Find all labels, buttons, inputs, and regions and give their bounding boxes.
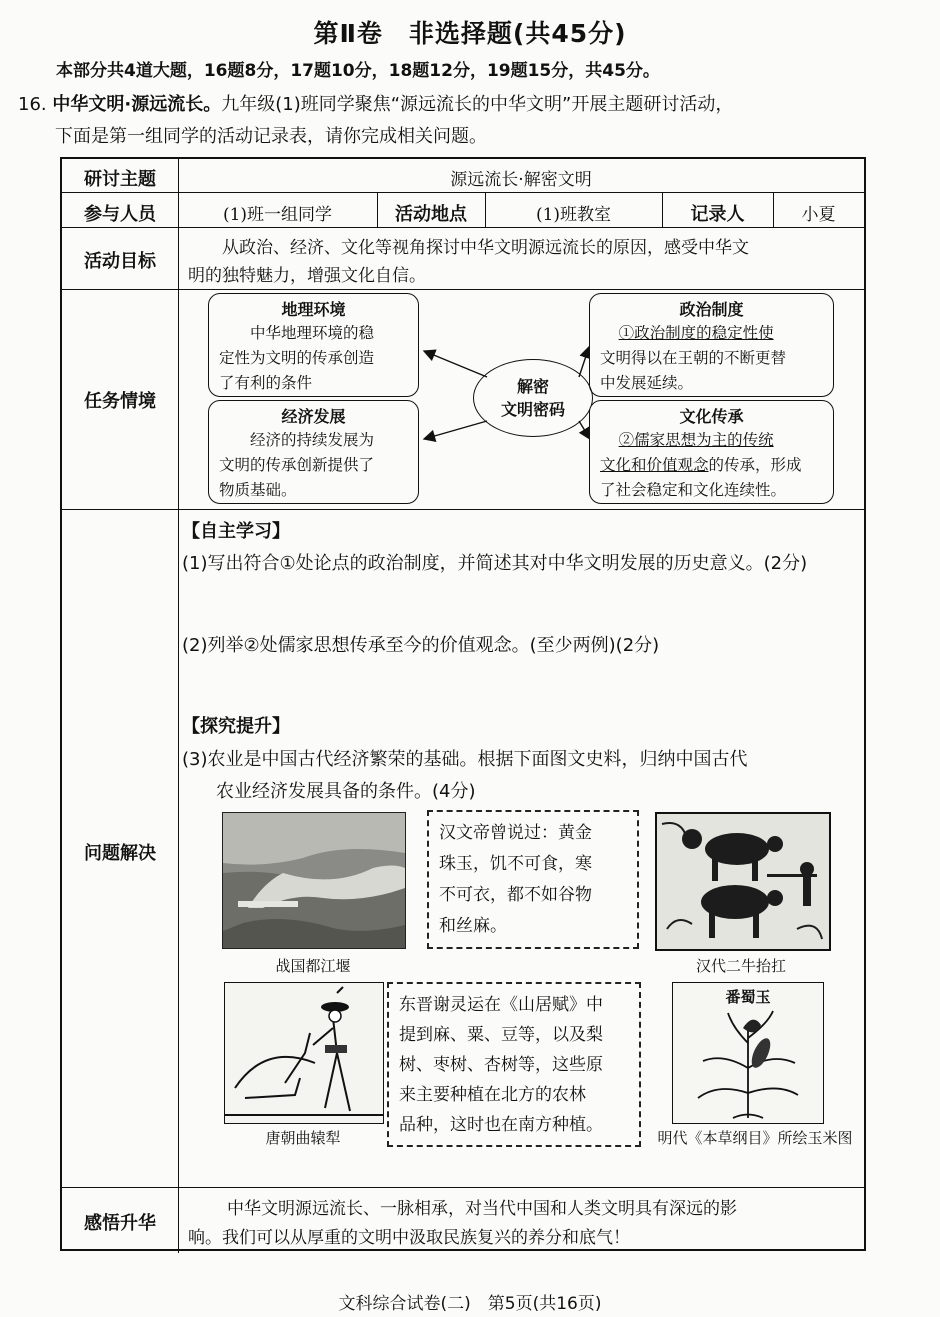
geography-line-2: 定性为文明的传承创造 [219,349,375,367]
politics-box [589,293,834,397]
goal-label: 活动目标 [84,251,156,272]
corn-caption: 明代《本草纲目》所绘玉米图 [657,1129,853,1147]
question-stem-1: 九年级(1)班同学聚焦“源远流长的中华文明”开展主题研讨活动， [221,94,734,115]
economy-title: 经济发展 [281,407,346,426]
quote-1-line-3: 不可衣，都不如谷物 [439,885,592,905]
corn-drawing-title: 番蜀玉 [725,988,771,1006]
politics-line-1: ①政治制度的稳定性使 [618,324,774,342]
goal-line-2: 明的独特魅力，增强文化自信。 [188,266,426,286]
participants-value: (1)班一组同学 [222,205,333,225]
question-line-1 [18,90,733,116]
question-3-line-1: (3)农业是中国古代经济繁荣的基础。根据下面图文史料，归纳中国古代 [182,749,748,770]
section-title: 第Ⅱ卷 非选择题(共45分) [313,19,627,48]
dujiangyan-photo [222,812,406,949]
quote-1-line-1: 汉文帝曾说过：黄金 [439,823,592,843]
question-stem-2: 下面是第一组同学的活动记录表，请你完成相关问题。 [55,126,487,147]
question-3-line-2: 农业经济发展具备的条件。(4分) [216,781,476,802]
question-number: 16. [18,94,47,115]
page-footer: 文科综合试卷(二) 第5页(共16页) [338,1294,602,1314]
geography-line-3: 了有利的条件 [219,374,313,392]
quote-2-line-3: 树、枣树、杏树等，这些原 [399,1055,603,1075]
question-topic: 中华文明·源远流长。 [52,94,222,115]
politics-line-2: 文明得以在王朝的不断更替 [600,349,787,367]
culture-line-2b: 的传承，形成 [708,456,802,474]
explore-heading: 【探究提升】 [182,716,290,737]
culture-line-1: ②儒家思想为主的传统 [618,431,774,449]
quote-2-line-4: 来主要种植在北方的农林 [399,1085,586,1105]
economy-line-1: 经济的持续发展为 [250,431,375,449]
recorder-label: 记录人 [690,204,745,225]
two-ox-caption: 汉代二牛抬扛 [695,957,786,975]
theme-value: 源远流长·解密文明 [450,170,592,190]
decode-oval [473,359,593,437]
politics-title: 政治制度 [679,300,744,319]
question-1: (1)写出符合①处论点的政治制度，并简述其对中华文明发展的历史意义。(2分) [182,553,808,574]
culture-title: 文化传承 [679,407,744,426]
economy-line-3: 物质基础。 [219,481,297,499]
politics-line-3: 中发展延续。 [600,374,694,392]
geography-line-1: 中华地理环境的稳 [250,324,375,342]
decode-line-1: 解密 [516,377,549,396]
insight-label: 感悟升华 [84,1213,156,1234]
quote-1-line-4: 和丝麻。 [439,916,507,936]
solve-label: 问题解决 [84,843,156,864]
place-value: (1)班教室 [535,205,612,225]
recorder-value: 小夏 [801,205,836,225]
quote-xie-lingyun [387,982,641,1147]
culture-line-2a: 文化和价值观念 [600,456,709,474]
goal-line-1: 从政治、经济、文化等视角探讨中华文明源远流长的原因，感受中华文 [222,238,749,258]
insight-line-1: 中华文明源远流长、一脉相承，对当代中国和人类文明具有深远的影 [227,1199,737,1219]
geography-title: 地理环境 [281,300,346,319]
culture-box [589,400,834,504]
economy-box [208,400,419,504]
quote-han-wendi [427,810,639,949]
decode-line-2: 文明密码 [500,400,565,419]
quote-2-line-5: 品种，这时也在南方种植。 [399,1115,603,1135]
geography-box [208,293,419,397]
insight-line-2: 响。我们可以从厚重的文明中汲取民族复兴的养分和底气！ [188,1228,630,1248]
question-2: (2)列举②处儒家思想传承至今的价值观念。(至少两例)(2分) [182,635,660,656]
theme-label: 研讨主题 [84,169,156,190]
ming-corn-drawing [672,982,824,1124]
quote-1-line-2: 珠玉，饥不可食，寒 [439,854,592,874]
dujiangyan-caption: 战国都江堰 [275,957,351,975]
participants-label: 参与人员 [84,204,156,225]
curved-plough-caption: 唐朝曲辕犁 [265,1129,341,1147]
han-two-ox-plough-image [655,812,831,951]
self-study-heading: 【自主学习】 [182,521,290,542]
economy-line-2: 文明的传承创新提供了 [219,456,375,474]
task-label: 任务情境 [84,391,156,412]
culture-line-3: 了社会稳定和文化连续性。 [600,481,787,499]
tang-curved-plough-image [224,982,384,1124]
place-label: 活动地点 [395,204,467,225]
quote-2-line-1: 东晋谢灵运在《山居赋》中 [399,995,603,1015]
section-intro: 本部分共4道大题，16题8分，17题10分，18题12分，19题15分，共45分。 [56,61,660,81]
quote-2-line-2: 提到麻、粟、豆等，以及梨 [399,1025,603,1045]
activity-record-table [60,157,866,1251]
